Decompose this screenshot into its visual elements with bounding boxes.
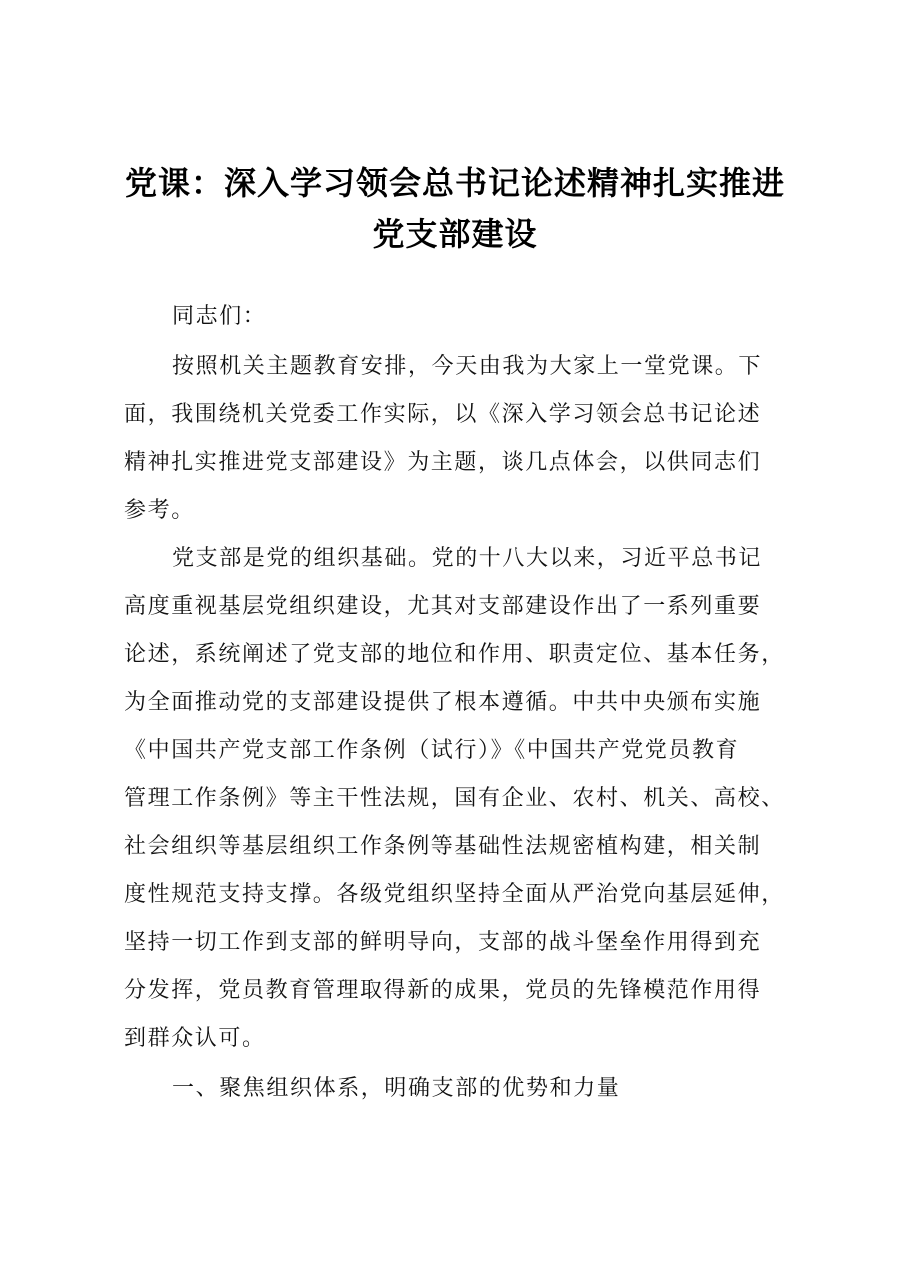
paragraph-1-line-1: 按照机关主题教育安排，今天由我为大家上一堂党课。下	[172, 354, 763, 379]
paragraph-2-line-2: 高度重视基层党组织建设，尤其对支部建设作出了一系列重要	[124, 594, 762, 619]
paragraph-1-line-2: 面，我围绕机关党委工作实际，以《深入学习领会总书记论述	[124, 402, 762, 427]
paragraph-2-line-1: 党支部是党的组织基础。党的十八大以来，习近平总书记	[172, 546, 763, 571]
paragraph-2-line-3: 论述，系统阐述了党支部的地位和作用、职责定位、基本任务，	[124, 642, 785, 667]
paragraph-2-line-8: 度性规范支持支撑。各级党组织坚持全面从严治党向基层延伸，	[124, 882, 785, 907]
paragraph-2-line-11: 到群众认可。	[124, 1026, 266, 1051]
paragraph-2-line-5: 《中国共产党支部工作条例（试行）》《中国共产党党员教育	[124, 738, 740, 763]
paragraph-2-line-9: 坚持一切工作到支部的鲜明导向，支部的战斗堡垒作用得到充	[124, 930, 762, 955]
document-title-line-2: 党支部建设	[372, 215, 538, 253]
paragraph-2-line-6: 管理工作条例》等主干性法规，国有企业、农村、机关、高校、	[124, 786, 785, 811]
paragraph-1-line-3: 精神扎实推进党支部建设》为主题，谈几点体会，以供同志们	[124, 450, 762, 475]
paragraph-2-line-7: 社会组织等基层组织工作条例等基础性法规密植构建，相关制	[124, 834, 762, 859]
section-heading-1: 一、聚焦组织体系，明确支部的优势和力量	[172, 1076, 621, 1101]
paragraph-1-line-4: 参考。	[124, 498, 195, 523]
document-title-line-1: 党课：深入学习领会总书记论述精神扎实推进	[124, 164, 785, 202]
paragraph-2-line-10: 分发挥，党员教育管理取得新的成果，党员的先锋模范作用得	[124, 978, 762, 1003]
paragraph-2-line-4: 为全面推动党的支部建设提供了根本遵循。中共中央颁布实施	[124, 690, 762, 715]
salutation: 同志们：	[172, 304, 267, 329]
